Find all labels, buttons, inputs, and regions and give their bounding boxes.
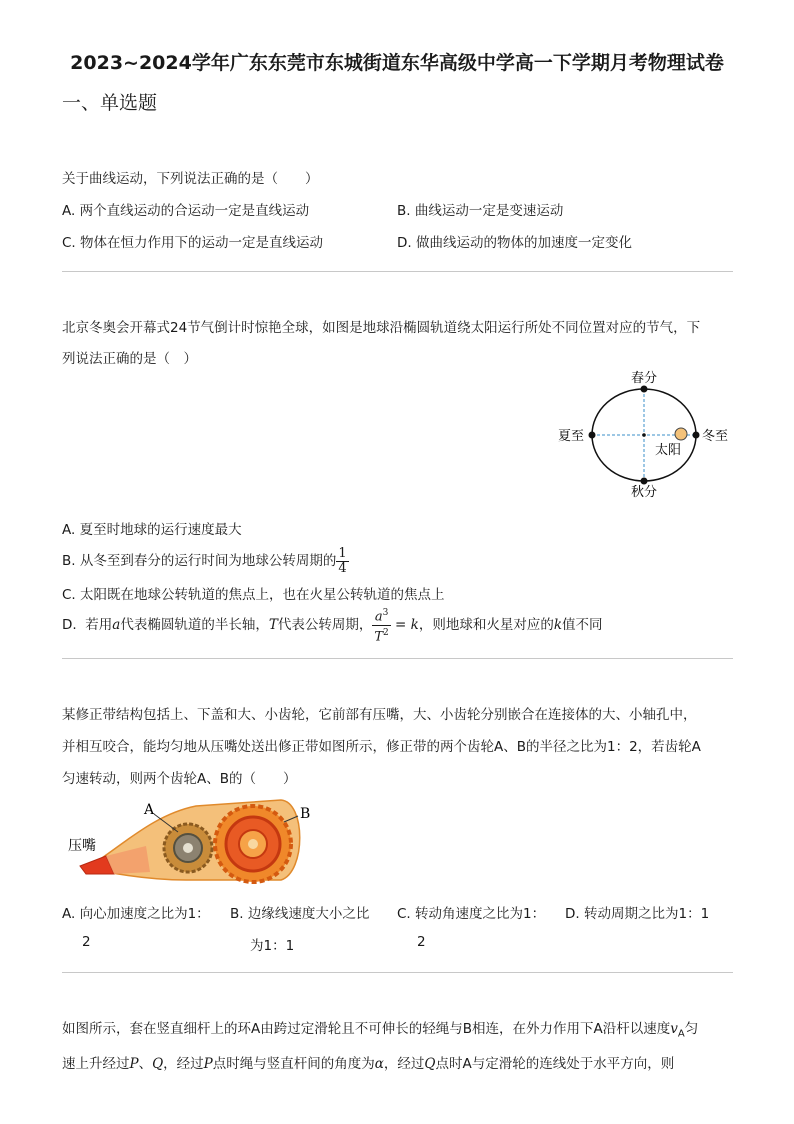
- text: 点时绳与竖直杆间的角度为: [212, 1056, 375, 1072]
- q3-option-c[interactable]: [397, 902, 545, 950]
- q4-stem-line1: [62, 1017, 698, 1040]
- q2-option-d[interactable]: [62, 606, 603, 644]
- subscript: A: [677, 1028, 685, 1040]
- q3-stem-line1: 某修正带结构包括上、下盖和大、小齿轮，它前部有压嘴，大、小齿轮分别嵌合在连接体的大、小轴孔中，: [62, 707, 697, 723]
- text: ，经过: [163, 1056, 204, 1072]
- q2-stem-line1: 北京冬奥会开幕式24节气倒计时惊艳全球，如图是地球沿椭圆轨道绕太阳运行所处不同位置对应的节气，下: [62, 320, 701, 336]
- text: ，经过: [383, 1056, 425, 1072]
- var-p: P: [203, 1056, 213, 1072]
- text: 匀: [684, 1021, 699, 1037]
- q3-option-d[interactable]: D. 转动周期之比为1：1: [565, 906, 710, 922]
- q1-option-d[interactable]: D. 做曲线运动的物体的加速度一定变化: [397, 235, 632, 251]
- var-a: a: [112, 617, 121, 633]
- label-spring-equinox: 春分: [630, 371, 658, 386]
- label-autumn-equinox: 秋分: [630, 485, 658, 500]
- q1-option-c[interactable]: C. 物体在恒力作用下的运动一定是直线运动: [62, 235, 324, 251]
- label-winter-solstice: 冬至: [702, 429, 729, 444]
- var-alpha: α: [374, 1056, 384, 1072]
- q2-option-c[interactable]: C. 太阳既在地球公转轨道的焦点上，也在火星公转轨道的焦点上: [62, 587, 445, 603]
- exam-title: 2023~2024学年广东东莞市东城街道东华高级中学高一下学期月考物理试卷: [70, 52, 724, 74]
- divider: [62, 658, 733, 659]
- correction-tape-diagram: [66, 792, 326, 892]
- q4-stem-line2: [62, 1052, 674, 1072]
- label-nozzle: 压嘴: [68, 838, 96, 854]
- q1-option-b[interactable]: B. 曲线运动一定是变速运动: [397, 203, 564, 219]
- text: 若用: [85, 617, 113, 633]
- var-t: T: [268, 617, 278, 633]
- q3-stem-line3: 匀速转动，则两个齿轮A、B的（ ）: [62, 771, 297, 787]
- text: ，则地球和火星对应的: [418, 617, 554, 633]
- text: 、: [138, 1056, 153, 1072]
- fraction: $\frac{1}{4}$: [338, 545, 347, 576]
- text: 代表椭圆轨道的半长轴，: [120, 617, 269, 633]
- q3-option-b[interactable]: [230, 902, 369, 954]
- q3-option-b-line1: B. 边缘线速度大小之比: [230, 906, 370, 922]
- q3-stem-line2: 并相互咬合，能均匀地从压嘴处送出修正带如图所示，修正带的两个齿轮A、B的半径之比为1：2，若齿轮A: [62, 739, 701, 755]
- q3-option-c-line2: 2: [417, 934, 426, 950]
- kepler-fraction: $\frac{a^3}{T^2}$: [374, 608, 389, 644]
- q3-option-a[interactable]: [62, 902, 210, 950]
- q3-option-b-line2: 为1：1: [250, 938, 295, 954]
- q1-option-a[interactable]: A. 两个直线运动的合运动一定是直线运动: [62, 203, 310, 219]
- var-k: k: [553, 617, 563, 633]
- divider: [62, 972, 733, 973]
- text: 速上升经过: [62, 1056, 130, 1072]
- var-p: P: [129, 1056, 139, 1072]
- equation-k: = k: [390, 617, 419, 633]
- q2-option-b-text: B. 从冬至到春分的运行时间为地球公转周期的: [62, 553, 337, 569]
- orbit-diagram: [550, 368, 740, 503]
- label-summer-solstice: 夏至: [558, 429, 585, 444]
- q2-option-a[interactable]: A. 夏至时地球的运行速度最大: [62, 522, 242, 538]
- var-q: Q: [424, 1056, 436, 1072]
- q3-option-a-line1: A. 向心加速度之比为1：: [62, 906, 210, 922]
- option-letter: D.: [62, 617, 77, 633]
- label-gear-a: A: [144, 802, 155, 818]
- q1-stem: 关于曲线运动，下列说法正确的是（ ）: [62, 171, 319, 187]
- q3-option-a-line2: 2: [82, 934, 91, 950]
- text: 代表公转周期，: [277, 617, 373, 633]
- text: 值不同: [562, 617, 603, 633]
- section-heading: 一、单选题: [62, 92, 158, 114]
- q3-option-c-line1: C. 转动角速度之比为1：: [397, 906, 546, 922]
- var-q: Q: [152, 1056, 164, 1072]
- text: 点时A与定滑轮的连线处于水平方向，则: [435, 1056, 675, 1072]
- q2-stem-line2: 列说法正确的是（ ）: [62, 351, 197, 367]
- label-sun: 太阳: [655, 443, 682, 458]
- label-gear-b: B: [300, 806, 311, 822]
- divider: [62, 271, 733, 272]
- q2-option-b[interactable]: [62, 544, 349, 578]
- sun-icon: [675, 428, 687, 440]
- text: 如图所示，套在竖直细杆上的环A由跨过定滑轮且不可伸长的轻绳与B相连，在外力作用下A沿杆以速度: [62, 1021, 671, 1037]
- var-v: v: [670, 1021, 678, 1037]
